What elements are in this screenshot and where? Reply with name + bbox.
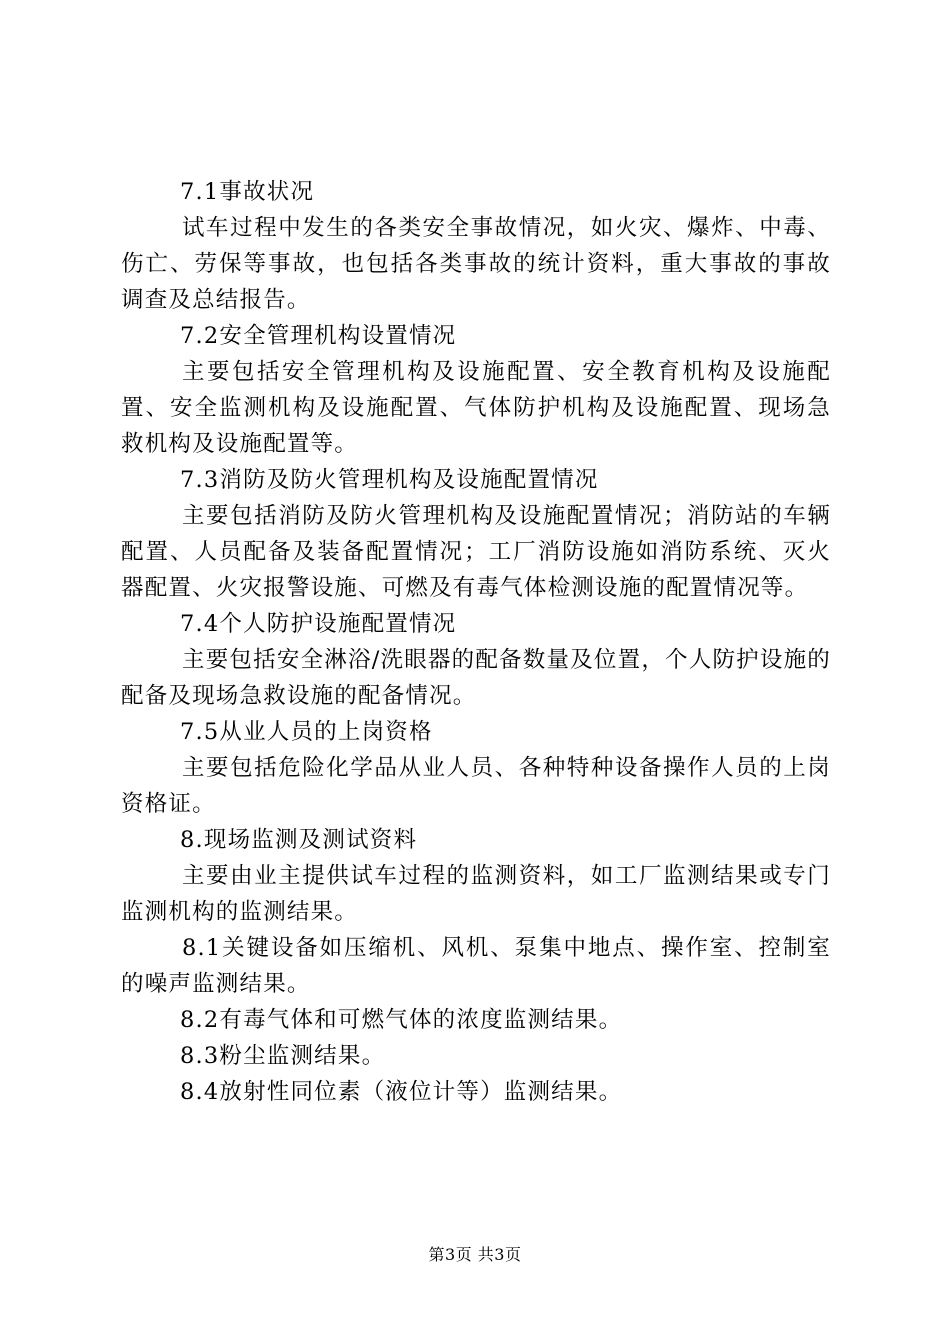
- paragraph-qualifications: 主要包括危险化学品从业人员、各种特种设备操作人员的上岗资格证。: [121, 755, 831, 817]
- section-heading-7-5: 7.5从业人员的上岗资格: [180, 719, 433, 745]
- section-heading-7-1: 7.1事故状况: [180, 179, 315, 205]
- document-body: [121, 174, 831, 1110]
- item-8-1: 8.1关键设备如压缩机、风机、泵集中地点、操作室、控制室的噪声监测结果。: [121, 935, 831, 997]
- section-heading-8: 8.现场监测及测试资料: [180, 827, 418, 853]
- item-8-3: 8.3粉尘监测结果。: [180, 1043, 386, 1069]
- section-heading-7-3: 7.3消防及防火管理机构及设施配置情况: [180, 467, 599, 493]
- paragraph-personal-protection: 主要包括安全淋浴/洗眼器的配备数量及位置，个人防护设施的配备及现场急救设施的配备情况。: [121, 647, 831, 709]
- paragraph-monitoring-data: 主要由业主提供试车过程的监测资料，如工厂监测结果或专门监测机构的监测结果。: [121, 863, 831, 925]
- section-heading-7-4: 7.4个人防护设施配置情况: [180, 611, 457, 637]
- paragraph-accident-status: 试车过程中发生的各类安全事故情况，如火灾、爆炸、中毒、伤亡、劳保等事故，也包括各类事故的统计资料，重大事故的事故调查及总结报告。: [121, 215, 831, 313]
- paragraph-safety-management: 主要包括安全管理机构及设施配置、安全教育机构及设施配置、安全监测机构及设施配置、气体防护机构及设施配置、现场急救机构及设施配置等。: [121, 359, 831, 457]
- page-number-footer: 第3页 共3页: [428, 1245, 522, 1264]
- paragraph-fire-protection: 主要包括消防及防火管理机构及设施配置情况；消防站的车辆配置、人员配备及装备配置情况；工厂消防设施如消防系统、灭火器配置、火灾报警设施、可燃及有毒气体检测设施的配置情况等。: [121, 503, 831, 601]
- section-heading-7-2: 7.2安全管理机构设置情况: [180, 323, 457, 349]
- item-8-4: 8.4放射性同位素（液位计等）监测结果。: [180, 1079, 623, 1105]
- item-8-2: 8.2有毒气体和可燃气体的浓度监测结果。: [180, 1007, 623, 1033]
